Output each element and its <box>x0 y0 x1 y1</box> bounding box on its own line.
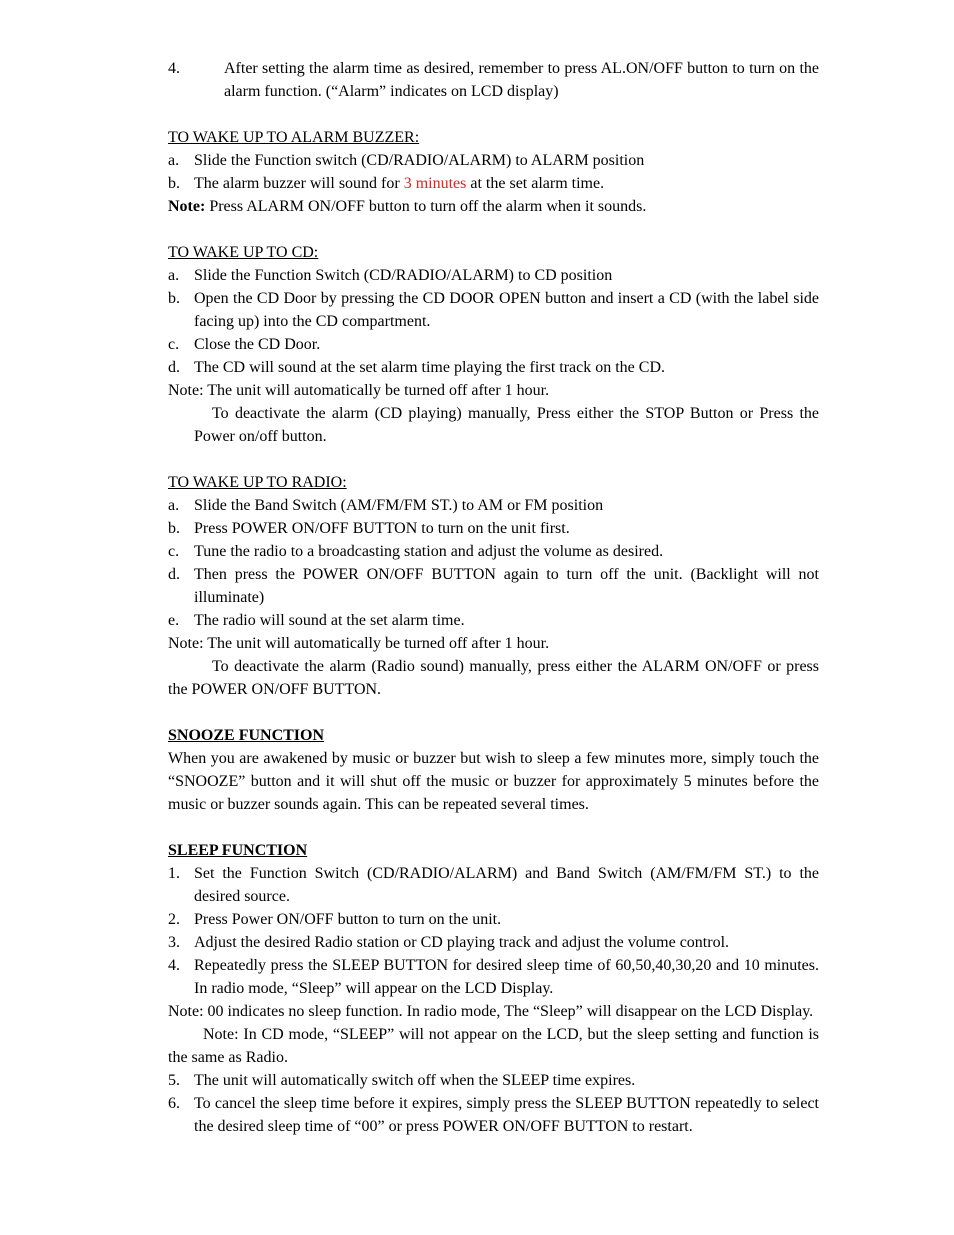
cd-heading: TO WAKE UP TO CD: <box>168 244 319 261</box>
radio-note-2: To deactivate the alarm (Radio sound) manually, press either the ALARM ON/OFF or press the POWER ON/OFF BUTTON. <box>168 658 819 698</box>
list-item <box>168 264 819 287</box>
list-text: Slide the Function switch (CD/RADIO/ALARM) to ALARM position <box>194 152 645 169</box>
buzzer-note <box>168 195 819 218</box>
list-marker: e. <box>168 612 180 629</box>
list-text: To cancel the sleep time before it expires, simply press the SLEEP BUTTON repeatedly to select the desired sleep time of “00” or press POWER ON/OFF BUTTON to restart. <box>194 1095 819 1135</box>
list-marker: 3. <box>168 934 180 951</box>
list-text: The radio will sound at the set alarm time. <box>194 612 465 629</box>
list-text-post: at the set alarm time. <box>466 175 605 192</box>
list-item <box>168 517 819 540</box>
list-marker: b. <box>168 175 180 192</box>
manual-page <box>168 57 819 1138</box>
list-marker: 5. <box>168 1072 180 1089</box>
list-marker: 4. <box>168 957 180 974</box>
list-marker: b. <box>168 290 180 307</box>
list-text: Set the Function Switch (CD/RADIO/ALARM) and Band Switch (AM/FM/FM ST.) to the desired source. <box>194 865 819 905</box>
list-marker: 4. <box>168 60 180 77</box>
alarm-step-4 <box>168 57 819 103</box>
cd-list <box>168 264 819 379</box>
snooze-paragraph: When you are awakened by music or buzzer but wish to sleep a few minutes more, simply touch the “SNOOZE” button and it will shut off the music or buzzer for approximately 5 minutes before the music or buzzer sounds again. This can be repeated several times. <box>168 750 819 813</box>
list-marker: d. <box>168 566 180 583</box>
sleep-list-continued <box>168 1069 819 1138</box>
radio-heading: TO WAKE UP TO RADIO: <box>168 474 347 491</box>
list-text: Adjust the desired Radio station or CD playing track and adjust the volume control. <box>194 934 730 951</box>
sleep-note-2: Note: In CD mode, “SLEEP” will not appear on the LCD, but the sleep setting and function is the same as Radio. <box>168 1026 819 1066</box>
list-item <box>168 287 819 333</box>
radio-list <box>168 494 819 632</box>
cd-note-2: To deactivate the alarm (CD playing) manually, Press either the STOP Button or Press the Power on/off button. <box>194 405 819 445</box>
list-text: Close the CD Door. <box>194 336 321 353</box>
list-item <box>168 563 819 609</box>
list-text: Slide the Band Switch (AM/FM/FM ST.) to AM or FM position <box>194 497 604 514</box>
list-item <box>168 954 819 1000</box>
list-item <box>168 931 819 954</box>
list-marker: c. <box>168 336 180 353</box>
sleep-list <box>168 862 819 1000</box>
list-text: Open the CD Door by pressing the CD DOOR OPEN button and insert a CD (with the label side facing up) into the CD compartment. <box>194 290 819 330</box>
list-marker: 1. <box>168 865 180 882</box>
list-marker: 6. <box>168 1095 180 1112</box>
list-item <box>168 609 819 632</box>
list-item <box>168 356 819 379</box>
list-item <box>168 1069 819 1092</box>
list-marker: 2. <box>168 911 180 928</box>
list-marker: a. <box>168 152 180 169</box>
list-text: Press Power ON/OFF button to turn on the unit. <box>194 911 502 928</box>
list-text: Then press the POWER ON/OFF BUTTON again to turn off the unit. (Backlight will not illuminate) <box>194 566 819 606</box>
cd-note-1: Note: The unit will automatically be turned off after 1 hour. <box>168 382 550 399</box>
list-text: The CD will sound at the set alarm time playing the first track on the CD. <box>194 359 666 376</box>
list-text: After setting the alarm time as desired, remember to press AL.ON/OFF button to turn on the alarm function. (“Alarm” indicates on LCD display) <box>224 60 819 100</box>
list-item <box>168 908 819 931</box>
buzzer-heading: TO WAKE UP TO ALARM BUZZER: <box>168 129 420 146</box>
list-text: Tune the radio to a broadcasting station and adjust the volume as desired. <box>194 543 664 560</box>
list-marker: b. <box>168 520 180 537</box>
sleep-heading: SLEEP FUNCTION <box>168 842 308 859</box>
snooze-heading: SNOOZE FUNCTION <box>168 727 325 744</box>
list-item <box>168 540 819 563</box>
list-text: Repeatedly press the SLEEP BUTTON for desired sleep time of 60,50,40,30,20 and 10 minutes. In radio mode, “Sleep” will appear on the LCD Display. <box>194 957 819 997</box>
list-marker: d. <box>168 359 180 376</box>
list-marker: c. <box>168 543 180 560</box>
buzzer-item-a <box>168 149 819 172</box>
list-text: Press POWER ON/OFF BUTTON to turn on the unit first. <box>194 520 570 537</box>
list-item <box>168 1092 819 1138</box>
list-item <box>168 862 819 908</box>
highlight-duration: 3 minutes <box>403 175 467 192</box>
list-text-pre: The alarm buzzer will sound for <box>194 175 404 192</box>
list-item <box>168 494 819 517</box>
list-item <box>168 333 819 356</box>
radio-note-1: Note: The unit will automatically be turned off after 1 hour. <box>168 635 550 652</box>
list-marker: a. <box>168 267 180 284</box>
list-text: The unit will automatically switch off when the SLEEP time expires. <box>194 1072 636 1089</box>
buzzer-item-b <box>168 172 819 195</box>
note-text: Press ALARM ON/OFF button to turn off the alarm when it sounds. <box>205 198 647 215</box>
sleep-note-1: Note: 00 indicates no sleep function. In radio mode, The “Sleep” will disappear on the LCD Display. <box>168 1003 814 1020</box>
note-label: Note: <box>168 198 206 215</box>
list-marker: a. <box>168 497 180 514</box>
list-text: Slide the Function Switch (CD/RADIO/ALARM) to CD position <box>194 267 613 284</box>
